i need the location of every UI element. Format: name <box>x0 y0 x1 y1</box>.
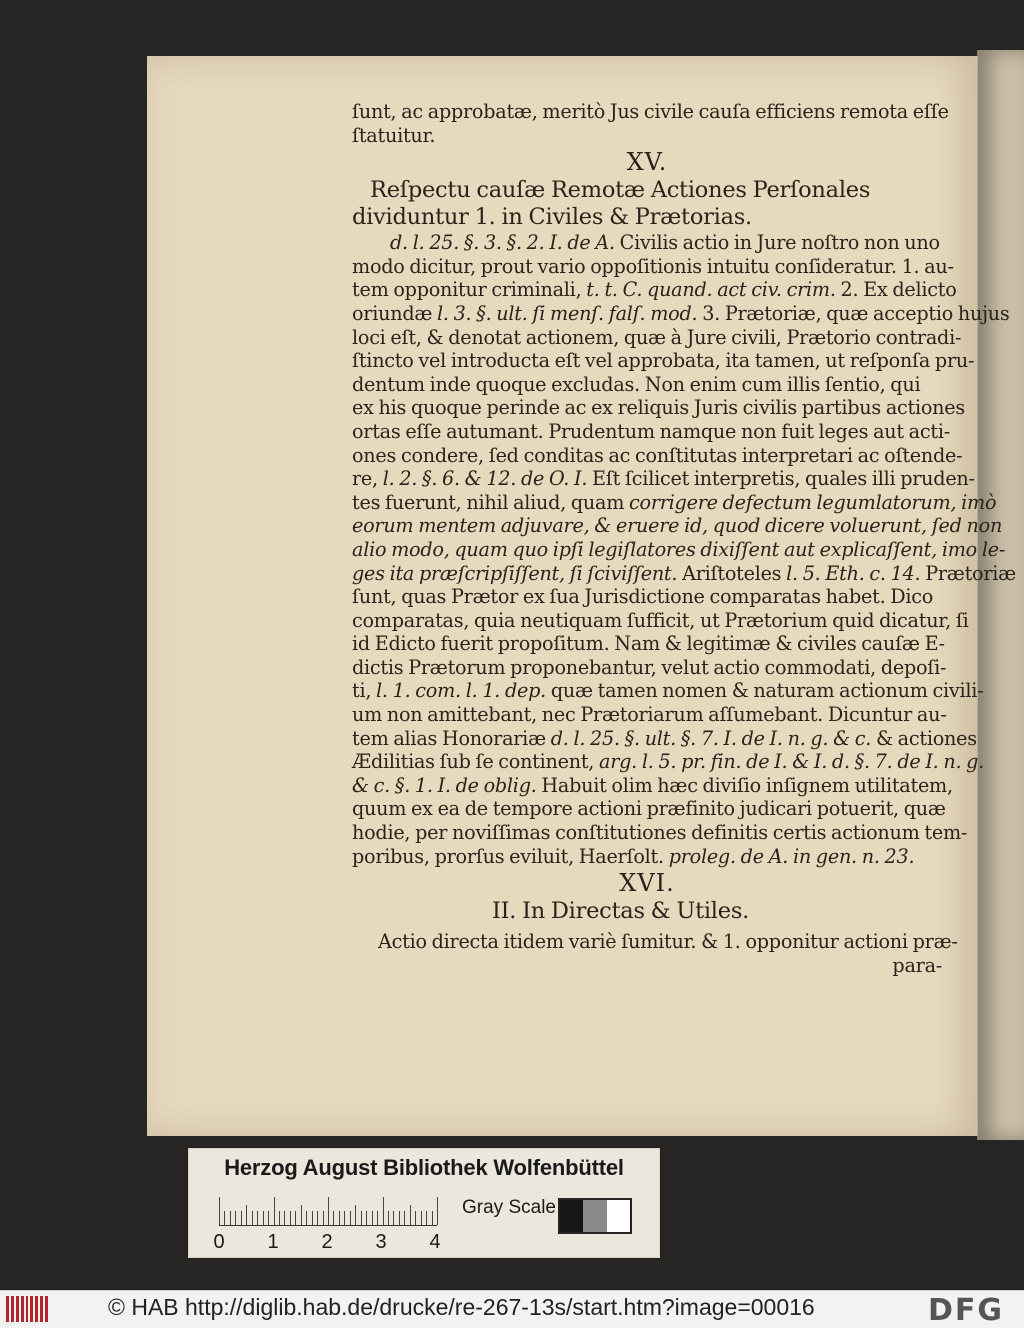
ruler-tick <box>344 1211 345 1225</box>
text-span: 3. Prætoriæ, quæ acceptio hujus <box>697 301 1010 325</box>
text-span: re, <box>352 467 383 491</box>
color-scale-card <box>188 1148 660 1258</box>
section-heading: II. In Directas & Utiles. <box>492 898 750 925</box>
text-line: um non amittebant, nec Prætoriarum aſſumebant. Dicuntur au- <box>352 703 947 727</box>
text-span: & actiones <box>871 726 977 750</box>
text-line <box>352 231 942 255</box>
page-text <box>352 100 1016 977</box>
section-number-xvi: XVI. <box>619 869 675 898</box>
text-line: modo dicitur, prout vario oppoſitionis intuitu conſideratur. 1. au- <box>352 254 954 278</box>
ruler-tick <box>339 1211 340 1225</box>
text-line: ones condere, ſed conditas ac conſtitutas interpretari ac oſtende- <box>352 443 963 467</box>
text-span: tes fuerunt, nihil aliud, quam <box>352 490 630 514</box>
ruler-tick <box>312 1211 313 1225</box>
ruler-tick <box>323 1211 324 1225</box>
hab-logo-icon <box>6 1296 48 1322</box>
quotation: alio modo, quam quo ipſi legiſlatores dixiſſent aut explicaſſent, imo le- <box>352 537 1006 561</box>
text-line <box>352 845 942 869</box>
citation: l. 3. §. ult. ſi menſ. falſ. mod. <box>437 301 698 325</box>
citation: l. 1. com. l. 1. dep. <box>376 679 546 703</box>
ruler-tick <box>415 1211 416 1225</box>
quotation: corrigere defectum legumlatorum, imò <box>629 490 997 514</box>
text-line: hodie, per noviſſimas conſtitutiones definitis certis actionum tem- <box>352 821 968 845</box>
quotation: eorum mentem adjuvare, & eruere id, quod dicere voluerunt, ſed non <box>352 514 1003 538</box>
text-line: comparatas, quia neutiquam ſufficit, ut Prætorium quid dicatur, ſi <box>352 608 969 632</box>
ruler-tick <box>295 1211 296 1225</box>
ruler <box>219 1197 437 1226</box>
text-line <box>352 561 1016 586</box>
ruler-tick <box>377 1211 378 1225</box>
ruler-tick <box>224 1211 225 1225</box>
ruler-tick <box>279 1211 280 1225</box>
ruler-label: 3 <box>375 1231 387 1253</box>
ruler-tick <box>350 1211 351 1225</box>
text-line <box>352 537 1006 562</box>
text-line <box>352 773 953 798</box>
citation: & c. §. 1. I. de oblig. <box>352 773 537 797</box>
text-line: ſunt, quas Prætor ex ſua Jurisdictione comparatas habet. Dico <box>352 585 934 609</box>
ruler-tick <box>268 1211 269 1225</box>
section-number-xv: XV. <box>626 148 668 177</box>
text-span: 2. Ex delicto <box>835 278 957 302</box>
text-line: Actio directa itidem variè ſumitur. & 1. opponitur actioni præ- <box>378 930 958 954</box>
ruler-tick <box>361 1211 362 1225</box>
text-span: Ædilitias ſub ſe continent, <box>352 750 600 774</box>
quotation: ges ita præſcripſiſſent, ſi ſciviſſent. <box>352 561 678 585</box>
gray-scale-swatches <box>558 1198 632 1234</box>
ruler-tick <box>274 1197 275 1225</box>
text-span: oriundæ <box>352 301 437 325</box>
text-line <box>352 490 997 515</box>
citation: arg. l. 5. pr. fin. de I. & I. d. §. 7. de I. n. g. <box>599 750 985 774</box>
ruler-tick <box>426 1211 427 1225</box>
text-line: ſtatuitur. <box>352 123 436 147</box>
citation: d. l. 25. §. 3. §. 2. I. de A. <box>390 231 615 255</box>
text-span: Habuit olim hæc diviſio inſignem utilitatem, <box>536 773 953 797</box>
ruler-tick <box>317 1211 318 1225</box>
gray-swatch <box>607 1200 630 1232</box>
ruler-tick <box>388 1211 389 1225</box>
ruler-tick <box>230 1211 231 1225</box>
library-title: Herzog August Bibliothek Wolfenbüttel <box>224 1155 624 1180</box>
copyright-url: © HAB http://diglib.hab.de/drucke/re-267-13s/start.htm?image=00016 <box>108 1294 815 1320</box>
catchword: para- <box>892 953 942 977</box>
ruler-tick <box>246 1205 247 1225</box>
ruler-label: 1 <box>267 1231 279 1253</box>
ruler-tick <box>372 1211 373 1225</box>
text-line: ortas eſſe autumant. Prudentum namque non fuit leges aut acti- <box>352 419 950 443</box>
ruler-tick <box>333 1211 334 1225</box>
text-line <box>352 679 984 703</box>
ruler-tick <box>366 1211 367 1225</box>
ruler-tick <box>290 1211 291 1225</box>
ruler-tick <box>383 1197 384 1225</box>
ruler-tick <box>328 1197 329 1225</box>
citation: l. 5. Eth. c. 14. <box>786 561 921 585</box>
ruler-tick <box>393 1211 394 1225</box>
text-line: dentum inde quoque excludas. Non enim cum illis ſentio, qui <box>352 372 921 396</box>
text-line <box>352 278 957 302</box>
footer-bar <box>0 1290 1024 1328</box>
ruler-tick <box>241 1211 242 1225</box>
citation: d. l. 25. §. ult. §. 7. I. de I. n. g. & c. <box>550 726 872 750</box>
text-line: loci eſt, & denotat actionem, quæ à Jure civili, Prætorio contradi- <box>352 325 962 349</box>
text-span: tem opponitur criminali, <box>352 278 587 302</box>
text-line <box>352 301 1010 326</box>
text-line: ſtincto vel introducta eſt vel approbata, ita tamen, ut reſponſa pru- <box>352 349 975 373</box>
gray-swatch <box>583 1200 606 1232</box>
ruler-tick <box>252 1211 253 1225</box>
text-line <box>352 467 975 491</box>
text-span: tem alias Honorariæ <box>352 726 551 750</box>
ruler-tick <box>432 1211 433 1225</box>
text-span: quæ tamen nomen & naturam actionum civili- <box>546 679 984 703</box>
section-heading: dividuntur 1. in Civiles & Prætorias. <box>352 204 752 231</box>
ruler-tick <box>355 1205 356 1225</box>
ruler-label: 0 <box>213 1231 225 1253</box>
ruler-tick <box>301 1205 302 1225</box>
text-line: quum ex ea de tempore actioni præfinito judicari potuerit, quæ <box>352 797 946 821</box>
text-line <box>352 514 1003 538</box>
ruler-tick <box>306 1211 307 1225</box>
citation: t. t. C. quand. act civ. crim. <box>586 278 836 302</box>
ruler-tick <box>410 1205 411 1225</box>
gray-swatch <box>560 1200 583 1232</box>
text-line <box>352 726 977 751</box>
ruler-label: 2 <box>321 1231 333 1253</box>
ruler-tick <box>437 1197 438 1225</box>
citation: proleg. de A. in gen. n. 23. <box>668 844 915 868</box>
text-line <box>352 750 985 774</box>
text-span: ti, <box>352 679 377 703</box>
text-span: poribus, prorſus eviluit, Haerſolt. <box>352 844 669 868</box>
ruler-tick <box>399 1211 400 1225</box>
ruler-tick <box>235 1211 236 1225</box>
gray-scale-label: Gray Scale <box>462 1197 556 1218</box>
citation: l. 2. §. 6. & 12. de O. I. <box>382 467 588 491</box>
text-span: Prætoriæ <box>920 561 1016 585</box>
next-leaf-edge <box>977 50 1024 1140</box>
text-span: Civilis actio in Jure noſtro non uno <box>614 231 940 255</box>
ruler-tick <box>404 1211 405 1225</box>
ruler-tick <box>284 1211 285 1225</box>
dfg-logo-icon: DFG <box>928 1293 1005 1328</box>
text-span: Eſt ſcilicet interpretis, quales illi pruden- <box>587 467 975 491</box>
ruler-label: 4 <box>429 1231 441 1253</box>
text-span: Ariſtoteles <box>677 561 787 585</box>
text-line: ex his quoque perinde ac ex reliquis Juris civilis partibus actiones <box>352 396 965 420</box>
ruler-tick <box>421 1211 422 1225</box>
section-heading: Reſpectu cauſæ Remotæ Actiones Perſonales <box>370 177 871 204</box>
text-line: dictis Prætorum proponebantur, velut actio commodati, depoſi- <box>352 655 947 679</box>
text-line: id Edicto fuerit propoſitum. Nam & legitimæ & civiles cauſæ E- <box>352 632 945 656</box>
text-line: ſunt, ac approbatæ, meritò Jus civile cauſa efficiens remota eſſe <box>352 100 949 123</box>
ruler-tick <box>257 1211 258 1225</box>
ruler-tick <box>219 1197 220 1225</box>
ruler-tick <box>263 1211 264 1225</box>
